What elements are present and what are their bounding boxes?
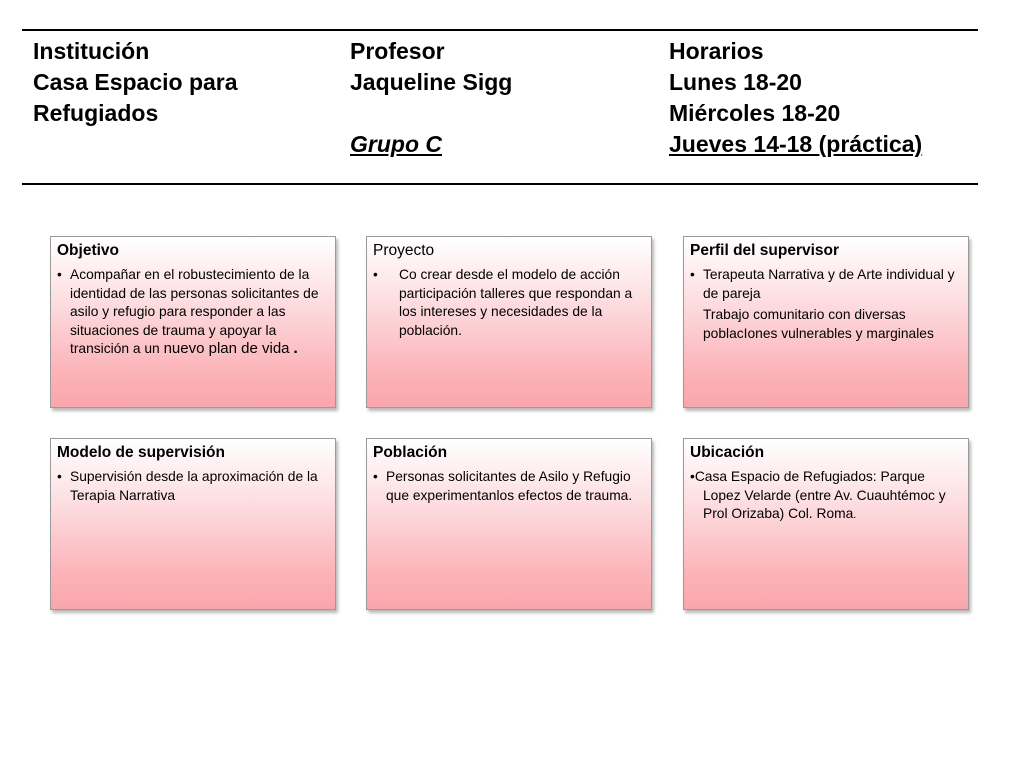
card-title: Ubicación	[690, 444, 765, 461]
card-proyecto	[366, 236, 652, 408]
card-text-period: .	[853, 509, 857, 521]
card-bullet	[57, 468, 327, 505]
bullet-dot: •	[690, 469, 695, 484]
card-ubicacion	[683, 438, 969, 610]
card-bullet	[690, 468, 960, 525]
bullet-dot: •	[57, 267, 62, 282]
horario-item: Jueves 14-18 (práctica)	[669, 131, 923, 157]
header-top-rule	[22, 29, 978, 31]
card-modelo-supervision	[50, 438, 336, 610]
header-horarios	[669, 36, 989, 160]
card-bullet	[373, 266, 643, 340]
card-poblacion	[366, 438, 652, 610]
bullet-dot: •	[57, 469, 62, 484]
card-title: Modelo de supervisión	[57, 444, 225, 461]
card-text-period: .	[293, 340, 298, 357]
card-title: Objetivo	[57, 242, 120, 259]
institucion-line-2: Refugiados	[33, 100, 159, 126]
card-text: Supervisión desde la aproximación de la Terapia Narrativa	[70, 469, 318, 503]
card-subtext: Trabajo comunitario con diversas poblacIones vulnerables y marginales	[703, 307, 934, 341]
card-title: Perfil del supervisor	[690, 242, 840, 259]
profesor-group: Grupo C	[350, 131, 442, 157]
institucion-line-1: Casa Espacio para	[33, 69, 238, 95]
header-institucion	[33, 36, 333, 129]
header-profesor	[350, 36, 650, 160]
card-bullet	[57, 266, 327, 359]
card-bullet	[373, 468, 643, 505]
card-text-end: nuevo plan de vida	[163, 340, 290, 357]
profesor-name: Jaqueline Sigg	[350, 69, 513, 95]
bullet-dot: •	[690, 267, 695, 282]
card-title: Población	[373, 444, 448, 461]
card-perfil-supervisor	[683, 236, 969, 408]
bullet-dot: •	[373, 469, 378, 484]
card-text: Co crear desde el modelo de acción participación talleres que respondan a los intereses y necesidades de la población.	[399, 267, 633, 338]
card-title: Proyecto	[373, 242, 435, 259]
card-text: Casa Espacio de Refugiados: Parque Lopez Velarde (entre Av. Cuauhtémoc y Prol Orizaba) Col. Roma	[694, 469, 946, 521]
card-text: Personas solicitantes de Asilo y Refugio que experimentanlos efectos de trauma.	[386, 469, 633, 503]
horarios-label: Horarios	[669, 38, 764, 64]
bullet-dot: •	[373, 267, 378, 282]
horario-item: Lunes 18-20	[669, 69, 802, 95]
card-bullet	[690, 266, 960, 303]
header-bottom-rule	[22, 183, 978, 185]
horario-item: Miércoles 18-20	[669, 100, 841, 126]
card-objetivo	[50, 236, 336, 408]
institucion-label: Institución	[33, 38, 150, 64]
card-text: Terapeuta Narrativa y de Arte individual y de pareja	[703, 267, 955, 301]
card-text: Acompañar en el robustecimiento de la identidad de las personas solicitantes de asilo y refugio para responder a las situaciones de trauma y apoyar la transición a un	[70, 267, 319, 356]
profesor-label: Profesor	[350, 38, 445, 64]
